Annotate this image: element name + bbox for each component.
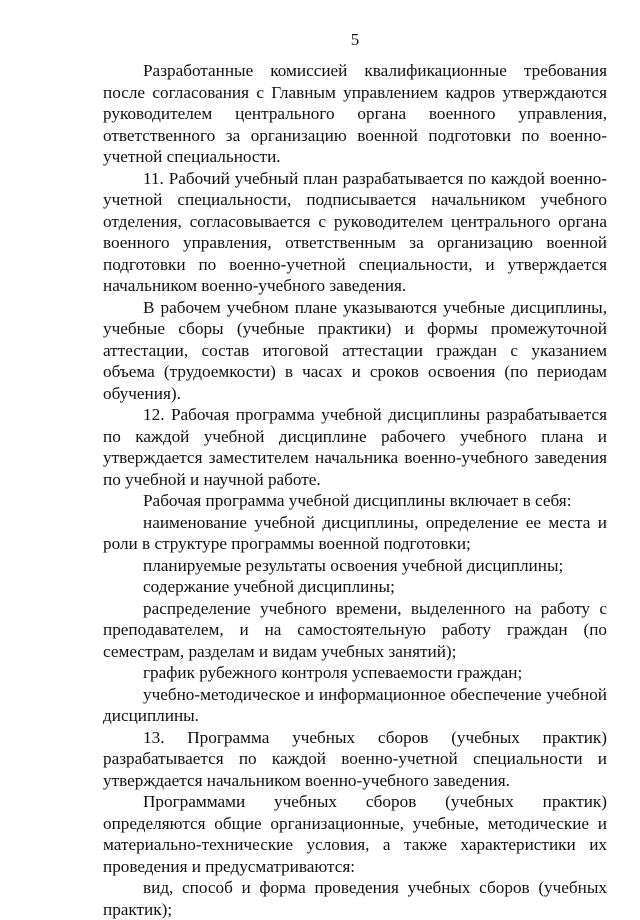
paragraph: 11. Рабочий учебный план разрабатывается по каждой военно-учетной специальности, подписывается начальником учебного отделения, согласовывается с руководителем центрального органа военного управления, ответственным за организацию военной подготовки по военно-учетной специальности, и утверждается начальником военно-учебного заведения. bbox=[103, 168, 607, 295]
paragraph: планируемые результаты освоения учебной дисциплины; bbox=[143, 555, 564, 575]
paragraph: график рубежного контроля успеваемости граждан; bbox=[143, 663, 523, 682]
paragraph: распределение учебного времени, выделенного на работу с преподавателем, и на самостоятельную работу граждан (по семестрам, разделам и видам учебных занятий); bbox=[103, 598, 607, 661]
paragraph: 13. Программа учебных сборов (учебных практик) разрабатывается по каждой военно-учетной специальности и утверждается начальником военно-учебного заведения. bbox=[103, 727, 607, 790]
paragraph: В рабочем учебном плане указываются учебные дисциплины, учебные сборы (учебные практики) и формы промежуточной аттестации, состав итоговой аттестации граждан с указанием объема (трудоемкости) в часах и сроков освоения (по периодам обучения). bbox=[103, 297, 607, 403]
document-body bbox=[103, 60, 607, 920]
paragraph: вид, способ и форма проведения учебных сборов (учебных практик); bbox=[103, 878, 607, 919]
paragraph: Программами учебных сборов (учебных практик) определяются общие организационные, учебные, методические и материально-технические условия, а также характеристики их проведения и предусматриваются: bbox=[103, 792, 607, 876]
paragraph: содержание учебной дисциплины; bbox=[143, 577, 395, 596]
paragraph: учебно-методическое и информационное обеспечение учебной дисциплины. bbox=[103, 684, 607, 725]
paragraph: 12. Рабочая программа учебной дисциплины разрабатывается по каждой учебной дисциплине рабочего учебного плана и утверждается заместителем начальника военно-учебного заведения по учебной и научной работе. bbox=[103, 405, 607, 489]
paragraph: Разработанные комиссией квалификационные требования после согласования с Главным управлением кадров утверждаются руководителем центрального органа военного управления, ответственного за организацию военной подготовки по военно-учетной специальности. bbox=[103, 61, 607, 166]
page-number: 5 bbox=[350, 30, 360, 49]
paragraph: наименование учебной дисциплины, определение ее места и роли в структуре программы военной подготовки; bbox=[103, 512, 607, 553]
paragraph: Рабочая программа учебной дисциплины включает в себя: bbox=[143, 491, 572, 510]
